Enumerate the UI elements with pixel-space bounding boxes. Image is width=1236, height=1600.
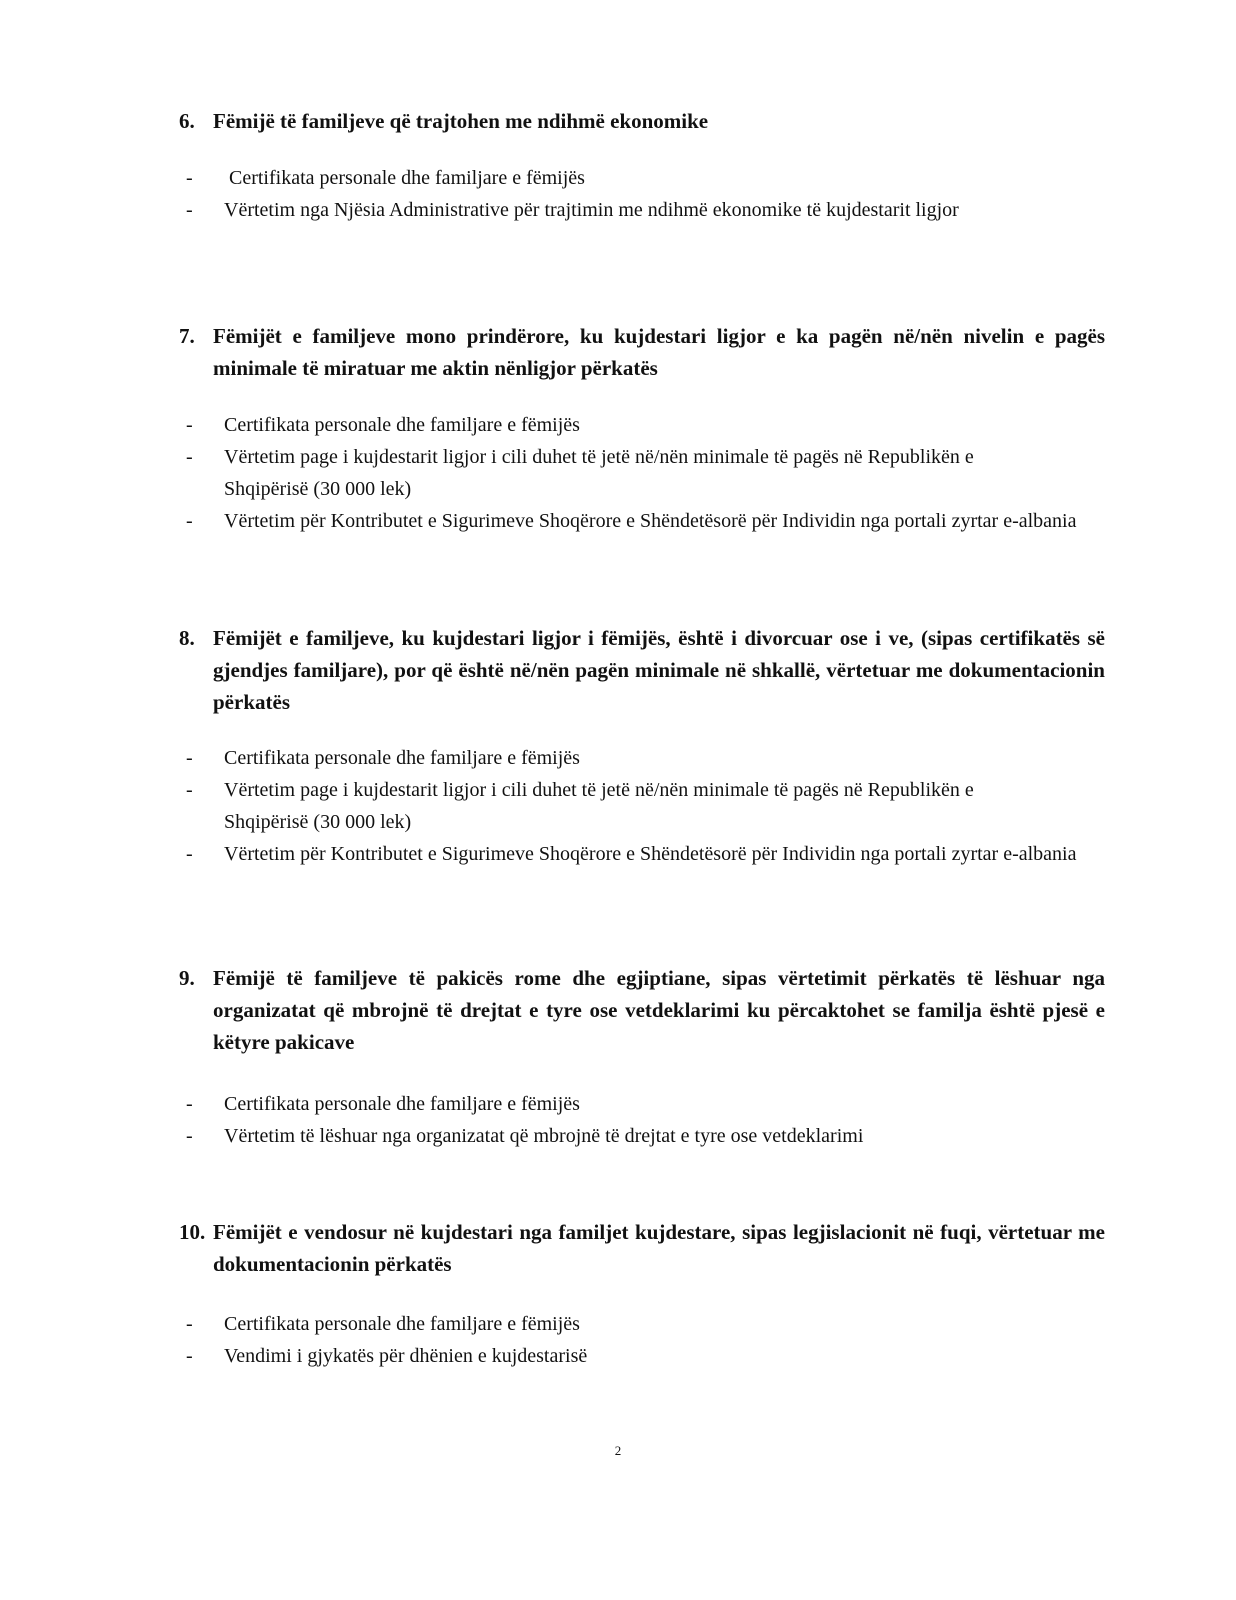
section-number: 10. bbox=[179, 1220, 206, 1244]
list-item-text: Vërtetim page i kujdestarit ligjor i cili duhet të jetë në/nën minimale të pagës në Republikën e Shqipërisë (30 000 lek) bbox=[224, 446, 974, 500]
section-heading bbox=[179, 320, 1105, 384]
section-heading bbox=[179, 962, 1105, 1058]
requirements-list bbox=[0, 162, 1236, 226]
list-item-text: Vërtetim për Kontributet e Sigurimeve Shoqërore e Shëndetësorë për Individin nga portali zyrtar e-albania bbox=[224, 843, 1077, 865]
section-title: Fëmijët e vendosur në kujdestari nga familjet kujdestare, sipas legjislacionit në fuqi, vërtetuar me dokumentacionin përkatës bbox=[213, 1220, 1105, 1276]
section-heading bbox=[179, 622, 1105, 718]
list-item: - Certifikata personale dhe familjare e fëmijës bbox=[0, 1088, 1236, 1120]
list-item: - Vërtetim nga Njësia Administrative për trajtimin me ndihmë ekonomike të kujdestarit ligjor bbox=[0, 194, 1236, 226]
section-number: 7. bbox=[179, 324, 195, 348]
requirements-list bbox=[0, 742, 1236, 870]
section-title: Fëmijë të familjeve që trajtohen me ndihmë ekonomike bbox=[213, 109, 709, 133]
list-item: - Certifikata personale dhe familjare e fëmijës bbox=[0, 1308, 1236, 1340]
list-item: - Certifikata personale dhe familjare e fëmijës bbox=[0, 742, 1236, 774]
list-item-text: Certifikata personale dhe familjare e fëmijës bbox=[229, 167, 585, 189]
list-item-text: Certifikata personale dhe familjare e fëmijës bbox=[224, 414, 580, 436]
section-heading bbox=[179, 1216, 1105, 1280]
section-number: 6. bbox=[179, 109, 195, 133]
page-number: 2 bbox=[614, 1443, 622, 1458]
list-item-text: Certifikata personale dhe familjare e fëmijës bbox=[224, 1093, 580, 1115]
list-item: - Vërtetim për Kontributet e Sigurimeve Shoqërore e Shëndetësorë për Individin nga portali zyrtar e-albania bbox=[0, 838, 1236, 870]
list-item: - Vërtetim page i kujdestarit ligjor i cili duhet të jetë në/nën minimale të pagës në Republikën e Shqipërisë (30 000 lek) bbox=[0, 774, 1236, 838]
requirements-list bbox=[0, 1088, 1236, 1152]
list-item-text: Vendimi i gjykatës për dhënien e kujdestarisë bbox=[224, 1345, 588, 1367]
list-item-text: Vërtetim të lëshuar nga organizatat që mbrojnë të drejtat e tyre ose vetdeklarimi bbox=[224, 1125, 864, 1147]
section-title: Fëmijë të familjeve të pakicës rome dhe egjiptiane, sipas vërtetimit përkatës të lëshuar nga organizatat që mbrojnë të drejtat e tyre ose vetdeklarimi ku përcaktohet se familja është pjesë e këtyre pakicave bbox=[213, 966, 1105, 1054]
list-item-text: Certifikata personale dhe familjare e fëmijës bbox=[224, 1313, 580, 1335]
section-number: 9. bbox=[179, 966, 195, 990]
list-item: - Vërtetim për Kontributet e Sigurimeve Shoqërore e Shëndetësorë për Individin nga portali zyrtar e-albania bbox=[0, 505, 1236, 537]
list-item: - Vërtetim të lëshuar nga organizatat që mbrojnë të drejtat e tyre ose vetdeklarimi bbox=[0, 1120, 1236, 1152]
section-title: Fëmijët e familjeve, ku kujdestari ligjor i fëmijës, është i divorcuar ose i ve, (sipas certifikatës së gjendjes familjare), por që është në/nën pagën minimale në shkallë, vërtetuar me dokumentacionin përkatës bbox=[213, 626, 1105, 714]
requirements-list bbox=[0, 1308, 1236, 1372]
list-item-text: Vërtetim nga Njësia Administrative për trajtimin me ndihmë ekonomike të kujdestarit ligjor bbox=[224, 199, 959, 221]
list-item-text: Vërtetim për Kontributet e Sigurimeve Shoqërore e Shëndetësorë për Individin nga portali zyrtar e-albania bbox=[224, 510, 1077, 532]
list-item: - Vendimi i gjykatës për dhënien e kujdestarisë bbox=[0, 1340, 1236, 1372]
list-item: - Certifikata personale dhe familjare e fëmijës bbox=[0, 162, 1236, 194]
list-item-text: Certifikata personale dhe familjare e fëmijës bbox=[224, 747, 580, 769]
section-number: 8. bbox=[179, 626, 195, 650]
list-item: - Vërtetim page i kujdestarit ligjor i cili duhet të jetë në/nën minimale të pagës në Republikën e Shqipërisë (30 000 lek) bbox=[0, 441, 1236, 505]
section-heading bbox=[179, 105, 1105, 137]
list-item: - Certifikata personale dhe familjare e fëmijës bbox=[0, 409, 1236, 441]
list-item-text: Vërtetim page i kujdestarit ligjor i cili duhet të jetë në/nën minimale të pagës në Republikën e Shqipërisë (30 000 lek) bbox=[224, 779, 974, 833]
section-title: Fëmijët e familjeve mono prindërore, ku kujdestari ligjor e ka pagën në/nën nivelin e pagës minimale të miratuar me aktin nënligjor përkatës bbox=[213, 324, 1105, 380]
requirements-list bbox=[0, 409, 1236, 537]
